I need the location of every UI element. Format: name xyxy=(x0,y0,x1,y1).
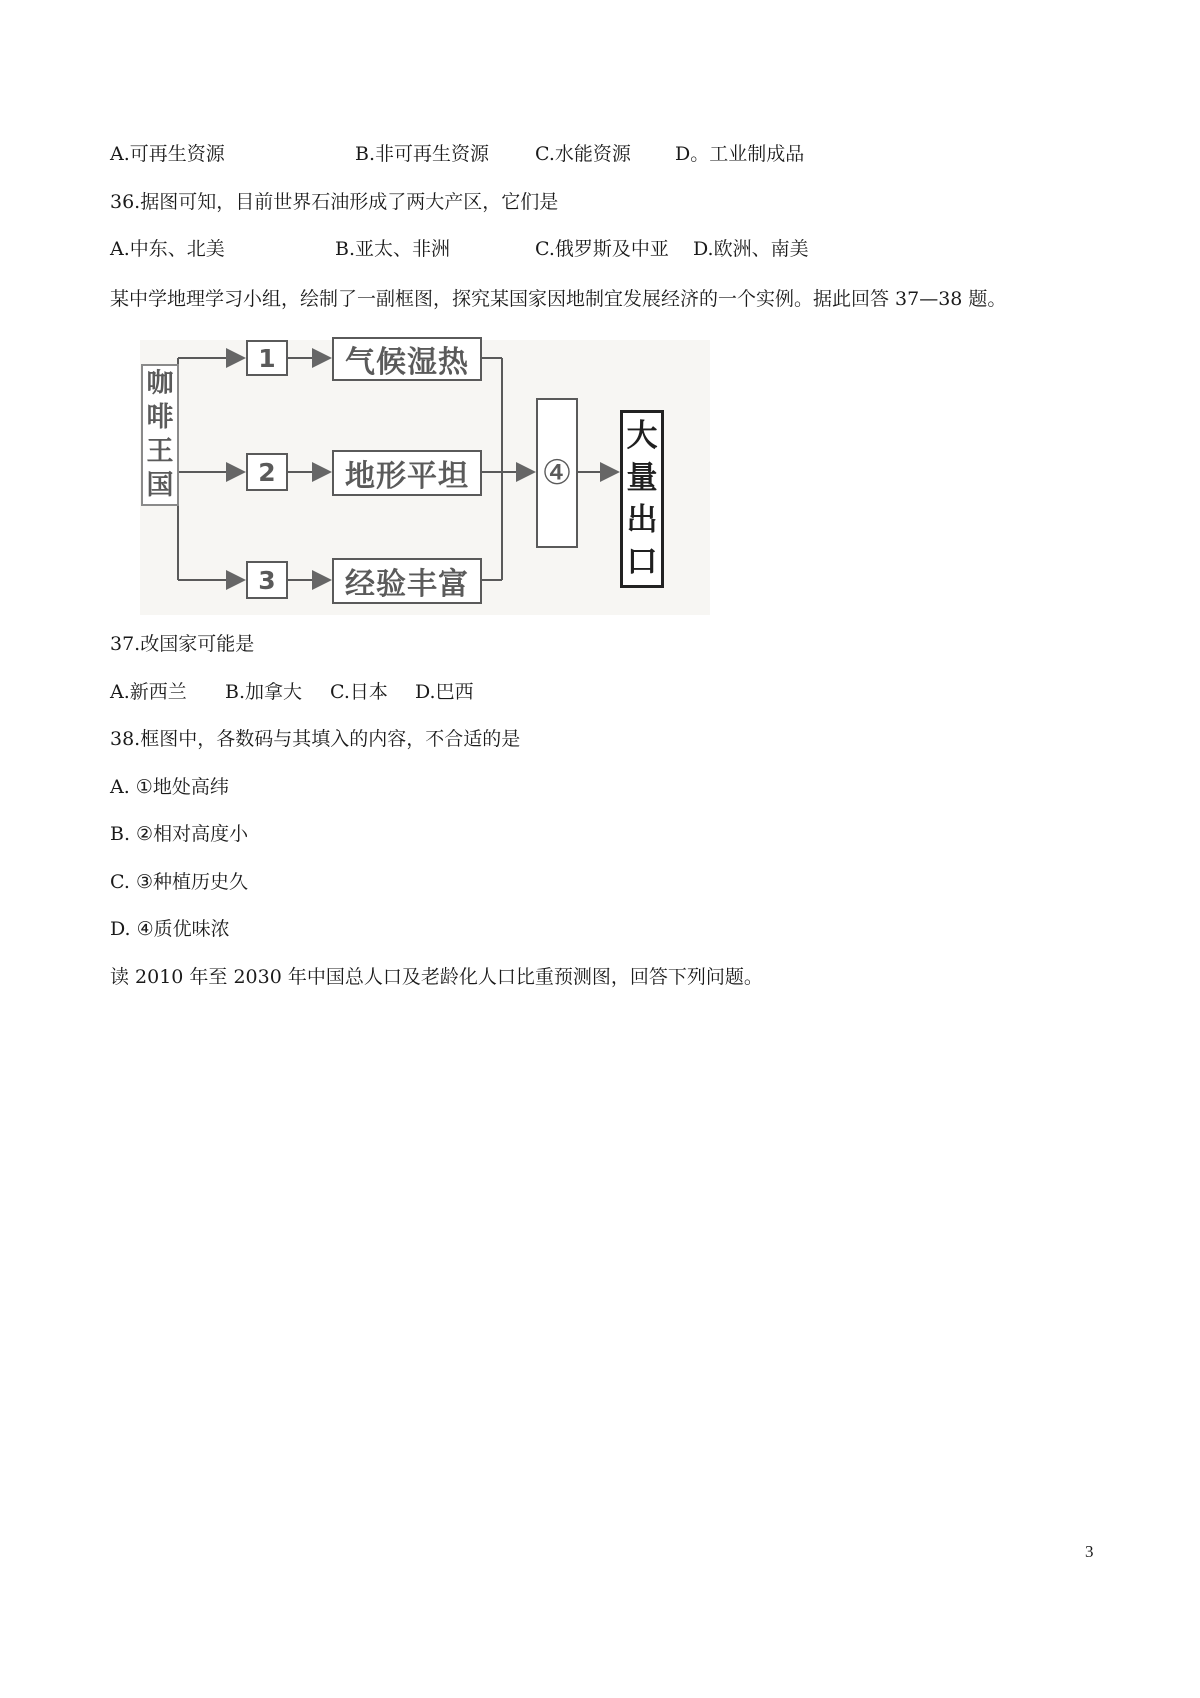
q38-option-a: A. ①地处高纬 xyxy=(110,776,229,798)
outcome-char: 口 xyxy=(626,544,658,580)
number-box-2: 2 xyxy=(246,453,288,491)
source-char: 王 xyxy=(146,436,174,467)
q36-option-c: C.俄罗斯及中亚 xyxy=(535,238,669,260)
outcome-char: 量 xyxy=(626,460,658,496)
flowchart xyxy=(140,340,710,615)
q37-stem: 37.改国家可能是 xyxy=(110,633,255,655)
outcome-char: 出 xyxy=(626,502,658,538)
source-box-coffee-kingdom xyxy=(141,364,179,506)
source-char: 咖 xyxy=(146,368,174,399)
chart-intro-text: 读 2010 年至 2030 年中国总人口及老龄化人口比重预测图，回答下列问题。 xyxy=(110,966,763,988)
q35-option-c: C.水能资源 xyxy=(535,143,631,165)
q37-option-d: D.巴西 xyxy=(415,681,474,703)
source-char: 国 xyxy=(146,470,174,501)
q38-option-b: B. ②相对高度小 xyxy=(110,823,249,845)
source-char: 啡 xyxy=(146,402,174,433)
q36-stem: 36.据图可知，目前世界石油形成了两大产区，它们是 xyxy=(110,191,559,213)
q35-option-b: B.非可再生资源 xyxy=(355,143,490,165)
q35-option-d: D。工业制成品 xyxy=(675,143,805,165)
q36-option-d: D.欧洲、南美 xyxy=(693,238,809,260)
number-box-1: 1 xyxy=(246,340,288,376)
outcome-box-large-export xyxy=(620,410,664,588)
outcome-char: 大 xyxy=(626,418,658,454)
q38-stem: 38.框图中，各数码与其填入的内容，不合适的是 xyxy=(110,728,521,750)
number-box-3: 3 xyxy=(246,561,288,599)
condition-box-experience: 经验丰富 xyxy=(332,558,482,604)
q38-option-c: C. ③种植历史久 xyxy=(110,871,248,893)
q37-option-b: B.加拿大 xyxy=(225,681,303,703)
intro-text: 某中学地理学习小组，绘制了一副框图，探究某国家因地制宜发展经济的一个实例。据此回答 37—38 题。 xyxy=(110,288,1007,310)
q37-option-a: A.新西兰 xyxy=(110,681,187,703)
q36-option-a: A.中东、北美 xyxy=(110,238,225,260)
condition-box-terrain: 地形平坦 xyxy=(332,450,482,496)
q37-option-c: C.日本 xyxy=(330,681,388,703)
q38-option-d: D. ④质优味浓 xyxy=(110,918,230,940)
q36-option-b: B.亚太、非洲 xyxy=(335,238,451,260)
result-box-4: ④ xyxy=(536,398,578,548)
page-number: 3 xyxy=(1085,1542,1094,1561)
condition-box-climate: 气候湿热 xyxy=(332,337,482,381)
q35-option-a: A.可再生资源 xyxy=(110,143,225,165)
